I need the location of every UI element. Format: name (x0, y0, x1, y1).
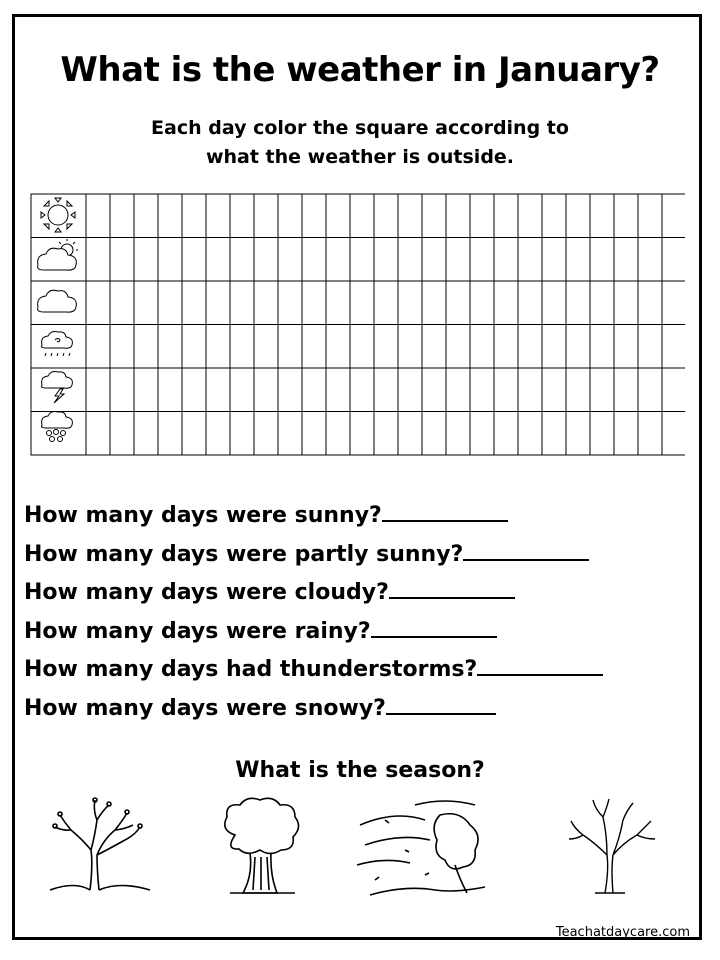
answer-blank[interactable] (463, 537, 589, 561)
instructions-line-1: Each day color the square according to (151, 117, 569, 139)
answer-blank[interactable] (382, 498, 508, 522)
instructions (0, 114, 720, 172)
answer-blank[interactable] (389, 575, 515, 599)
question-text: How many days were cloudy? (24, 580, 389, 605)
rain-cloud-icon (42, 332, 73, 357)
question-sunny (24, 497, 603, 536)
question-text: How many days were snowy? (24, 695, 386, 721)
question-cloudy (24, 574, 603, 613)
snow-cloud-icon (42, 412, 73, 442)
question-text: How many days had thunderstorms? (24, 657, 478, 682)
answer-blank[interactable] (477, 652, 603, 676)
question-text: How many days were sunny? (24, 503, 382, 528)
question-partly-sunny (24, 536, 603, 575)
instructions-line-2: what the weather is outside. (205, 146, 515, 168)
thunderstorm-icon (42, 372, 73, 404)
cloud-icon (38, 290, 77, 312)
question-list (24, 497, 603, 728)
question-thunderstorms (24, 651, 603, 690)
question-text: How many days were rainy? (24, 618, 371, 644)
answer-blank[interactable] (371, 614, 497, 638)
sun-icon (41, 198, 75, 232)
answer-blank[interactable] (386, 691, 496, 715)
autumn-windy-tree-icon[interactable] (355, 795, 490, 900)
page-title: What is the weather in January? (60, 50, 660, 90)
question-rainy (24, 613, 603, 652)
question-snowy (24, 690, 603, 729)
question-text: How many days were partly sunny? (24, 541, 464, 567)
summer-tree-icon[interactable] (215, 795, 310, 900)
winter-bare-tree-icon[interactable] (565, 795, 660, 900)
season-question: What is the season? (235, 758, 485, 783)
weather-grid (30, 193, 685, 457)
season-images (40, 795, 700, 905)
site-credit: Teachatdaycare.com (555, 925, 690, 940)
spring-tree-icon[interactable] (45, 795, 155, 900)
partly-sunny-icon (38, 239, 78, 270)
